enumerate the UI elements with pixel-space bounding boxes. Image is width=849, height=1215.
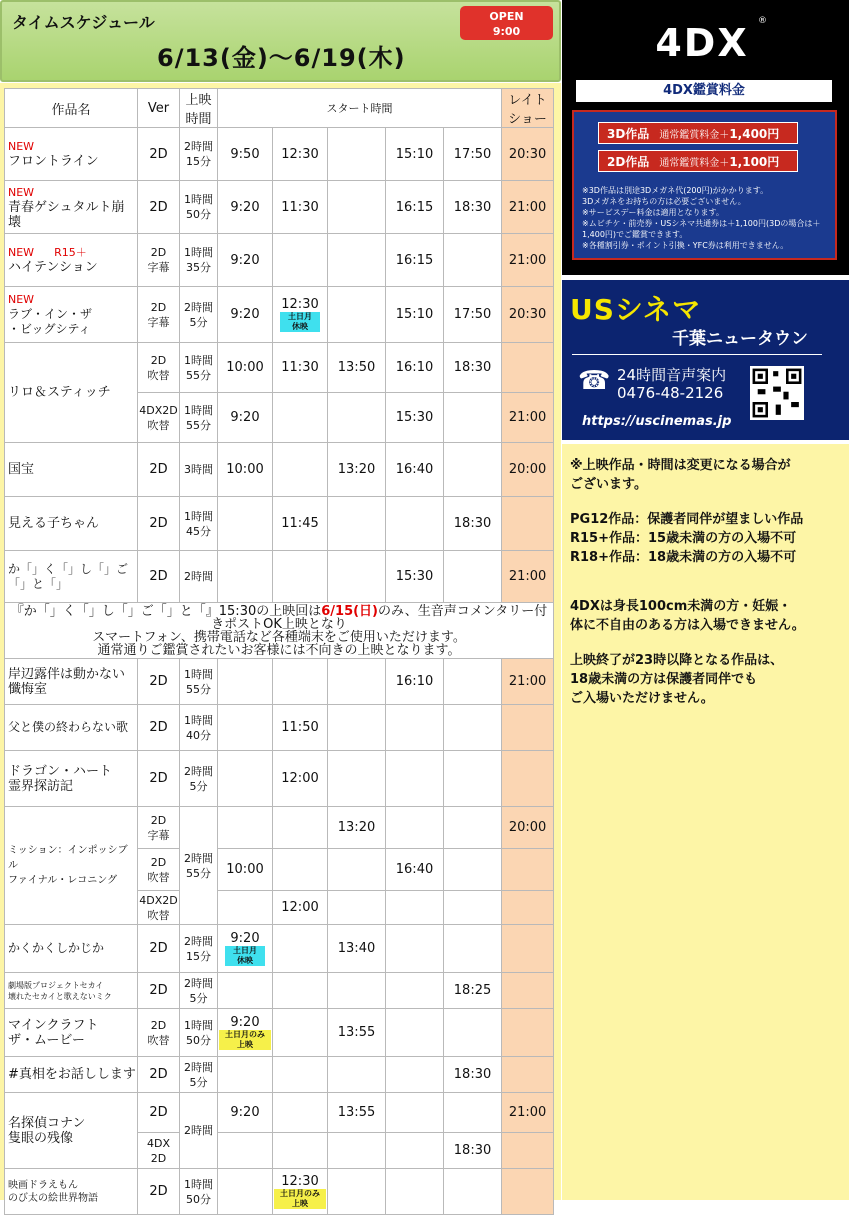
table-row bbox=[5, 443, 554, 497]
open-badge bbox=[460, 6, 553, 40]
showtime: 18:30 bbox=[444, 343, 502, 393]
showtime bbox=[444, 1009, 502, 1057]
version: 2D 字幕 bbox=[138, 807, 180, 849]
showtime: 10:00 bbox=[218, 343, 273, 393]
showtime bbox=[328, 181, 386, 234]
showtime bbox=[218, 1133, 273, 1169]
showtime bbox=[273, 1057, 328, 1093]
showtime: 16:10 bbox=[386, 343, 444, 393]
movie-title: 劇場版プロジェクトセカイ 壊れたセカイと歌えないミク bbox=[5, 973, 138, 1009]
showtime bbox=[328, 234, 386, 287]
duration: 2時間 5分 bbox=[180, 287, 218, 343]
showtime: 18:30 bbox=[444, 497, 502, 551]
late-showtime bbox=[502, 343, 554, 393]
showtime bbox=[218, 891, 273, 925]
fee-heading: 4DX鑑賞料金 bbox=[576, 80, 832, 102]
notes-section: ※上映作品・時間は変更になる場合が ございます。 PG12作品：保護者同伴が望ましい作品 R15+作品：15歳未満の方の入場不可 R18+作品：18歳未満の方の入場不可 4DXは身長100cm未満の方・妊娠・ 体に不自由のある方は入場できません。 上映終了が23時以降となる作品は、 18歳未満の方は保護者同伴でも ご入場いただけません。 bbox=[570, 458, 805, 706]
phone-icon: ☎ bbox=[578, 366, 611, 396]
late-showtime: 21:00 bbox=[502, 551, 554, 603]
showtime: 15:10 bbox=[386, 128, 444, 181]
showtime bbox=[444, 443, 502, 497]
showtime: 18:30 bbox=[444, 1057, 502, 1093]
version: 2D 字幕 bbox=[138, 287, 180, 343]
late-showtime bbox=[502, 891, 554, 925]
showtime bbox=[444, 849, 502, 891]
duration: 1時間 55分 bbox=[180, 343, 218, 393]
showtime: 9:50 bbox=[218, 128, 273, 181]
showtime bbox=[273, 849, 328, 891]
uscinema-panel bbox=[562, 280, 849, 440]
movie-title: NEW 青春ゲシュタルト崩壊 bbox=[5, 181, 138, 234]
showtime: 11:50 bbox=[273, 705, 328, 751]
col-ver: Ver bbox=[138, 89, 180, 128]
duration: 1時間 45分 bbox=[180, 497, 218, 551]
showtime: 11:45 bbox=[273, 497, 328, 551]
showtime: 17:50 bbox=[444, 287, 502, 343]
duration: 2時間 15分 bbox=[180, 128, 218, 181]
late-showtime bbox=[502, 497, 554, 551]
showtime bbox=[386, 705, 444, 751]
showtime bbox=[386, 973, 444, 1009]
showtime: 11:30 bbox=[273, 343, 328, 393]
version: 2D bbox=[138, 1169, 180, 1215]
showtime: 16:15 bbox=[386, 181, 444, 234]
notice-row bbox=[5, 603, 554, 659]
movie-title: 名探偵コナン 隻眼の残像 bbox=[5, 1093, 138, 1169]
table-row bbox=[5, 497, 554, 551]
open-label: OPEN bbox=[489, 10, 524, 23]
table-row bbox=[5, 925, 554, 973]
col-start: スタート時間 bbox=[218, 89, 502, 128]
qr-code-icon[interactable] bbox=[750, 366, 804, 420]
showtime: 9:20 土日月のみ 上映 bbox=[218, 1009, 273, 1057]
late-showtime bbox=[502, 751, 554, 807]
version: 2D bbox=[138, 751, 180, 807]
showtime bbox=[328, 128, 386, 181]
showtime bbox=[444, 925, 502, 973]
late-showtime bbox=[502, 1009, 554, 1057]
schedule-header bbox=[0, 0, 561, 82]
showtime bbox=[328, 891, 386, 925]
version: 2D bbox=[138, 1093, 180, 1133]
duration: 1時間 35分 bbox=[180, 234, 218, 287]
showtime bbox=[218, 551, 273, 603]
showtime bbox=[444, 891, 502, 925]
showtime: 12:00 bbox=[273, 751, 328, 807]
showtime bbox=[328, 849, 386, 891]
movie-title: 映画ドラえもん のび太の絵世界物語 bbox=[5, 1169, 138, 1215]
showtime: 12:00 bbox=[273, 891, 328, 925]
fourdx-logo: 4DX bbox=[655, 21, 749, 65]
late-showtime: 21:00 bbox=[502, 181, 554, 234]
showtime: 13:50 bbox=[328, 343, 386, 393]
showtime bbox=[328, 497, 386, 551]
showtime bbox=[218, 705, 273, 751]
page-title: タイムスケジュール bbox=[12, 13, 155, 32]
showtime bbox=[273, 551, 328, 603]
showtime bbox=[444, 234, 502, 287]
duration: 1時間 55分 bbox=[180, 393, 218, 443]
table-row bbox=[5, 1169, 554, 1215]
movie-title: マインクラフト ザ・ムービー bbox=[5, 1009, 138, 1057]
table-row bbox=[5, 181, 554, 234]
showtime bbox=[218, 497, 273, 551]
showtime: 10:00 bbox=[218, 849, 273, 891]
late-showtime: 20:00 bbox=[502, 443, 554, 497]
late-showtime bbox=[502, 1057, 554, 1093]
showtime: 17:50 bbox=[444, 128, 502, 181]
showtime: 13:55 bbox=[328, 1009, 386, 1057]
showtime bbox=[218, 973, 273, 1009]
showtime bbox=[444, 551, 502, 603]
table-row bbox=[5, 551, 554, 603]
late-showtime: 21:00 bbox=[502, 1093, 554, 1133]
late-showtime bbox=[502, 705, 554, 751]
showtime bbox=[386, 925, 444, 973]
showtime bbox=[328, 1169, 386, 1215]
movie-title: NEW フロントライン bbox=[5, 128, 138, 181]
showtime bbox=[386, 1009, 444, 1057]
showtime bbox=[328, 551, 386, 603]
showtime bbox=[444, 659, 502, 705]
showtime bbox=[273, 1009, 328, 1057]
late-showtime: 20:30 bbox=[502, 287, 554, 343]
showtime bbox=[328, 751, 386, 807]
showtime bbox=[328, 1057, 386, 1093]
movie-title: NEW ラブ・イン・ザ ・ビッグシティ bbox=[5, 287, 138, 343]
showtime bbox=[273, 807, 328, 849]
version: 4DX2D 吹替 bbox=[138, 891, 180, 925]
table-row bbox=[5, 128, 554, 181]
table-row bbox=[5, 751, 554, 807]
duration: 2時間 55分 bbox=[180, 807, 218, 925]
showtime bbox=[444, 393, 502, 443]
showtime bbox=[444, 751, 502, 807]
showtime: 13:20 bbox=[328, 807, 386, 849]
showtime: 12:30 土日月のみ 上映 bbox=[273, 1169, 328, 1215]
showtime: 16:10 bbox=[386, 659, 444, 705]
table-row bbox=[5, 807, 554, 849]
showtime bbox=[273, 234, 328, 287]
showtime bbox=[273, 443, 328, 497]
movie-title: かくかくしかじか bbox=[5, 925, 138, 973]
schedule-table bbox=[4, 88, 554, 1215]
table-row bbox=[5, 1057, 554, 1093]
late-showtime bbox=[502, 1169, 554, 1215]
showtime: 12:30 bbox=[273, 128, 328, 181]
showtime: 12:30 土日月 休映 bbox=[273, 287, 328, 343]
website-link[interactable]: https://uscinemas.jp bbox=[582, 414, 732, 429]
version: 2D bbox=[138, 128, 180, 181]
late-showtime bbox=[502, 973, 554, 1009]
duration: 2時間 5分 bbox=[180, 751, 218, 807]
showtime: 9:20 bbox=[218, 393, 273, 443]
showtime bbox=[328, 705, 386, 751]
showtime bbox=[386, 1169, 444, 1215]
movie-title: ミッション：インポッシブル ファイナル・レコニング bbox=[5, 807, 138, 925]
movie-title: 国宝 bbox=[5, 443, 138, 497]
duration: 2時間 5分 bbox=[180, 973, 218, 1009]
table-row bbox=[5, 1093, 554, 1133]
showtime bbox=[328, 393, 386, 443]
branch-name: 千葉ニュータウン bbox=[672, 329, 808, 349]
showtime bbox=[444, 1169, 502, 1215]
showtime: 13:55 bbox=[328, 1093, 386, 1133]
showtime: 16:40 bbox=[386, 443, 444, 497]
table-row bbox=[5, 705, 554, 751]
showtime: 18:25 bbox=[444, 973, 502, 1009]
version: 2D bbox=[138, 973, 180, 1009]
showtime: 9:20 bbox=[218, 287, 273, 343]
showtime: 11:30 bbox=[273, 181, 328, 234]
movie-title: NEW R15＋ ハイテンション bbox=[5, 234, 138, 287]
movie-title: リロ＆スティッチ bbox=[5, 343, 138, 443]
showtime: 15:10 bbox=[386, 287, 444, 343]
divider bbox=[572, 354, 822, 355]
showtime bbox=[273, 659, 328, 705]
duration: 2時間 bbox=[180, 1093, 218, 1169]
open-time: 9:00 bbox=[492, 25, 521, 38]
phone-number[interactable]: 0476-48-2126 bbox=[617, 384, 724, 402]
fee-row-3d: 3D作品 通常鑑賞料金＋1,400円 bbox=[598, 122, 798, 144]
showtime: 13:40 bbox=[328, 925, 386, 973]
movie-title: ドラゴン・ハート 霊界探訪記 bbox=[5, 751, 138, 807]
showtime bbox=[386, 751, 444, 807]
col-title: 作品名 bbox=[5, 89, 138, 128]
late-showtime: 20:00 bbox=[502, 807, 554, 849]
phone-label: 24時間音声案内 bbox=[617, 366, 727, 384]
showtime bbox=[444, 705, 502, 751]
weekend-only-note: 土日月のみ 上映 bbox=[219, 1030, 271, 1050]
late-showtime bbox=[502, 1133, 554, 1169]
version: 2D bbox=[138, 659, 180, 705]
showtime bbox=[444, 807, 502, 849]
fee-box bbox=[572, 110, 837, 260]
duration: 2時間 5分 bbox=[180, 1057, 218, 1093]
showtime bbox=[218, 1169, 273, 1215]
showtime bbox=[386, 807, 444, 849]
table-row bbox=[5, 343, 554, 393]
col-duration: 上映時間 bbox=[180, 89, 218, 128]
late-showtime bbox=[502, 925, 554, 973]
showtime: 9:20 土日月 休映 bbox=[218, 925, 273, 973]
version: 2D bbox=[138, 925, 180, 973]
fourdx-panel bbox=[562, 0, 849, 275]
showtime bbox=[386, 891, 444, 925]
version: 2D bbox=[138, 181, 180, 234]
movie-title: 父と僕の終わらない歌 bbox=[5, 705, 138, 751]
version: 2D 吹替 bbox=[138, 1009, 180, 1057]
table-header-row bbox=[5, 89, 554, 128]
duration: 2時間 15分 bbox=[180, 925, 218, 973]
showtime: 18:30 bbox=[444, 181, 502, 234]
uscinema-logo: USシネマ bbox=[570, 293, 702, 326]
late-showtime bbox=[502, 849, 554, 891]
showtime bbox=[386, 1057, 444, 1093]
showtime: 15:30 bbox=[386, 551, 444, 603]
registered-mark: ® bbox=[758, 16, 767, 26]
suspension-note: 土日月 休映 bbox=[225, 946, 265, 966]
showtime bbox=[218, 659, 273, 705]
date-range: 6/13(金)～6/19(木) bbox=[157, 44, 406, 72]
showtime: 9:20 bbox=[218, 1093, 273, 1133]
screening-notice: 『か「」く「」し「」ご「」と「』15:30の上映回は6/15(日)のみ、生音声コメンタリー付きポストOK上映となり スマートフォン、携帯電話など各種端末をご使用いただけます。 通常通りご鑑賞されたいお客様には不向きの上映となります。 bbox=[5, 603, 554, 659]
duration: 1時間 50分 bbox=[180, 181, 218, 234]
table-row bbox=[5, 234, 554, 287]
duration: 1時間 50分 bbox=[180, 1009, 218, 1057]
duration: 1時間 50分 bbox=[180, 1169, 218, 1215]
showtime: 16:40 bbox=[386, 849, 444, 891]
showtime: 15:30 bbox=[386, 393, 444, 443]
showtime bbox=[328, 287, 386, 343]
showtime: 18:30 bbox=[444, 1133, 502, 1169]
version: 2D bbox=[138, 551, 180, 603]
showtime bbox=[273, 973, 328, 1009]
version: 2D bbox=[138, 443, 180, 497]
table-row bbox=[5, 287, 554, 343]
showtime: 13:20 bbox=[328, 443, 386, 497]
showtime bbox=[273, 393, 328, 443]
table-row bbox=[5, 1009, 554, 1057]
movie-title: 見える子ちゃん bbox=[5, 497, 138, 551]
showtime bbox=[273, 1093, 328, 1133]
showtime bbox=[273, 1133, 328, 1169]
version: 2D bbox=[138, 1057, 180, 1093]
movie-title: 岸辺露伴は動かない 懺悔室 bbox=[5, 659, 138, 705]
movie-title: #真相をお話しします bbox=[5, 1057, 138, 1093]
late-showtime: 21:00 bbox=[502, 659, 554, 705]
version: 4DX2D 吹替 bbox=[138, 393, 180, 443]
late-showtime: 21:00 bbox=[502, 234, 554, 287]
col-late: レイト ショー bbox=[502, 89, 554, 128]
version: 4DX 2D bbox=[138, 1133, 180, 1169]
version: 2D bbox=[138, 705, 180, 751]
late-showtime: 20:30 bbox=[502, 128, 554, 181]
showtime bbox=[328, 659, 386, 705]
showtime: 16:15 bbox=[386, 234, 444, 287]
fee-row-2d: 2D作品 通常鑑賞料金＋1,100円 bbox=[598, 150, 798, 172]
movie-title: か「」く「」し「」ご「」と「」 bbox=[5, 551, 138, 603]
fee-fine-print: ※3D作品は別途3Dメガネ代(200円)がかかります。 3Dメガネをお持ちの方は必要ございません。 ※サービスデー料金は適用となります。 ※ムビチケ・前売券・USシネマ共通券は＋1,100円(3Dの場合は＋1,400円)でご鑑賞できます。 ※各種割引券・ポイント引換・YFC券は利用できません。 bbox=[582, 186, 821, 250]
showtime bbox=[386, 497, 444, 551]
showtime bbox=[218, 807, 273, 849]
duration: 3時間 bbox=[180, 443, 218, 497]
weekend-only-note: 土日月のみ 上映 bbox=[274, 1189, 326, 1209]
version: 2D bbox=[138, 497, 180, 551]
duration: 1時間 40分 bbox=[180, 705, 218, 751]
showtime: 10:00 bbox=[218, 443, 273, 497]
showtime: 9:20 bbox=[218, 234, 273, 287]
showtime bbox=[386, 1093, 444, 1133]
showtime: 9:20 bbox=[218, 181, 273, 234]
version: 2D 吹替 bbox=[138, 343, 180, 393]
showtime bbox=[218, 751, 273, 807]
duration: 1時間 55分 bbox=[180, 659, 218, 705]
showtime bbox=[218, 1057, 273, 1093]
showtime bbox=[386, 1133, 444, 1169]
showtime bbox=[328, 973, 386, 1009]
showtime bbox=[273, 925, 328, 973]
table-row bbox=[5, 973, 554, 1009]
version: 2D 字幕 bbox=[138, 234, 180, 287]
showtime bbox=[444, 1093, 502, 1133]
version: 2D 吹替 bbox=[138, 849, 180, 891]
late-showtime: 21:00 bbox=[502, 393, 554, 443]
showtime bbox=[328, 1133, 386, 1169]
table-row bbox=[5, 659, 554, 705]
duration: 2時間 bbox=[180, 551, 218, 603]
suspension-note: 土日月 休映 bbox=[280, 312, 320, 332]
